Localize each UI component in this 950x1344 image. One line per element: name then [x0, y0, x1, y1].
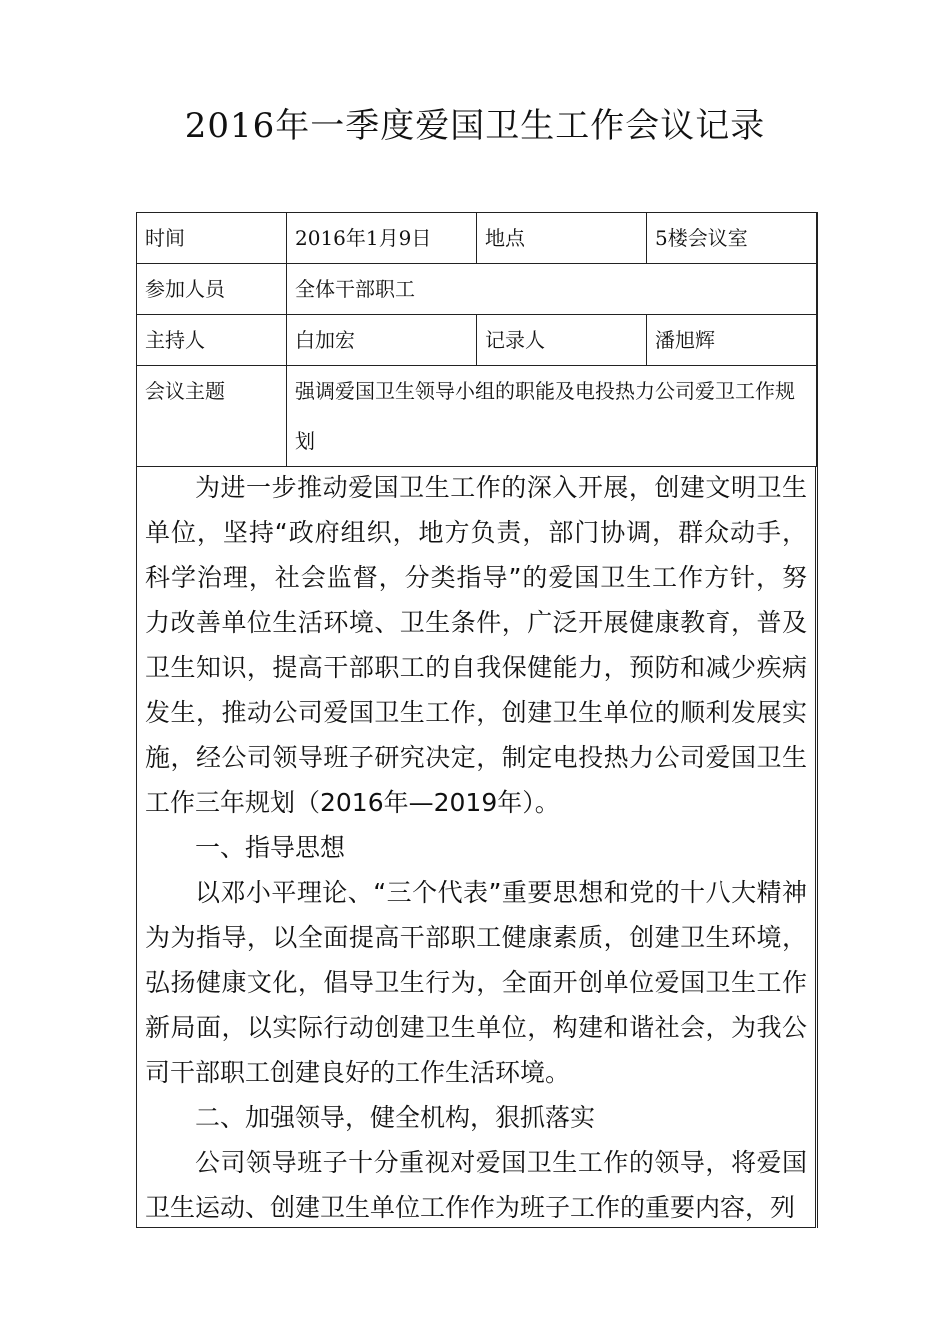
document-title: 2016年一季度爱国卫生工作会议记录	[184, 106, 766, 146]
section-heading-guiding-thought: 一、指导思想	[195, 833, 346, 862]
meeting-content	[136, 466, 816, 1228]
recorder-value: 潘旭辉	[647, 315, 817, 366]
host-label: 主持人	[137, 315, 287, 366]
intro-paragraph: 为进一步推动爱国卫生工作的深入开展，创建文明卫生单位，坚持“政府组织，地方负责，部门协调，群众动手，科学治理，社会监督，分类指导”的爱国卫生工作方针，努力改善单位生活环境、卫生条件，广泛开展健康教育，普及卫生知识，提高干部职工的自我保健能力，预防和减少疾病发生，推动公司爱国卫生工作，创建卫生单位的顺利发展实施，经公司领导班子研究决定，制定电投热力公司爱国卫生工作三年规划（2016年—2019年）。	[145, 473, 807, 817]
table-row	[137, 366, 817, 467]
host-value: 白加宏	[287, 315, 477, 366]
topic-value: 强调爱国卫生领导小组的职能及电投热力公司爱卫工作规划	[287, 366, 817, 467]
place-label: 地点	[477, 213, 647, 264]
meeting-info-table	[136, 212, 817, 467]
attendees-value: 全体干部职工	[287, 264, 817, 315]
guiding-thought-paragraph: 以邓小平理论、“三个代表”重要思想和党的十八大精神为为指导，以全面提高干部职工健康素质，创建卫生环境，弘扬健康文化，倡导卫生行为，全面开创单位爱国卫生工作新局面，以实际行动创建卫生单位，构建和谐社会，为我公司干部职工创建良好的工作生活环境。	[145, 878, 807, 1087]
table-row	[137, 315, 817, 366]
topic-label: 会议主题	[137, 366, 287, 467]
place-value: 5楼会议室	[647, 213, 817, 264]
leadership-paragraph: 公司领导班子十分重视对爱国卫生工作的领导，将爱国卫生运动、创建卫生单位工作作为班子工作的重要内容，列	[145, 1148, 807, 1222]
time-value: 2016年1月9日	[287, 213, 477, 264]
time-label: 时间	[137, 213, 287, 264]
recorder-label: 记录人	[477, 315, 647, 366]
attendees-label: 参加人员	[137, 264, 287, 315]
table-row	[137, 264, 817, 315]
table-border-line	[817, 212, 818, 1228]
table-row	[137, 213, 817, 264]
section-heading-leadership: 二、加强领导，健全机构，狠抓落实	[195, 1103, 596, 1132]
